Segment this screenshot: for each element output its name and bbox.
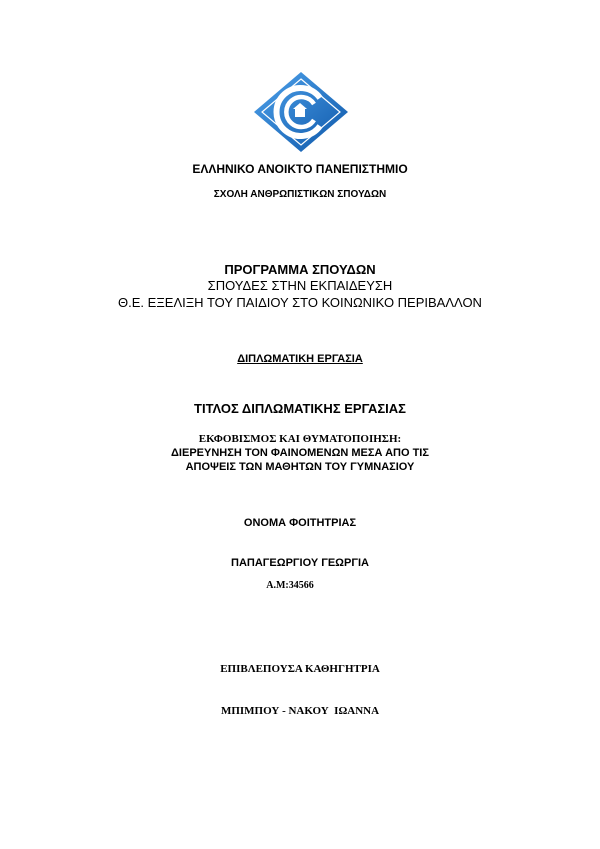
program-line-1: ΣΠΟΥΔΕΣ ΣΤΗΝ ΕΚΠΑΙΔΕΥΣΗ [207,278,393,293]
thesis-type: ΔΙΠΛΩΜΑΤΙΚΗ ΕΡΓΑΣΙΑ [237,353,363,365]
thesis-title-line-3: ΑΠΟΨΕΙΣ ΤΩΝ ΜΑΘΗΤΩΝ ΤΟΥ ΓΥΜΝΑΣΙΟΥ [185,461,415,473]
supervisor-name: ΜΠΙΜΠΟΥ - ΝΑΚΟΥ ΙΩΑΝΝΑ [220,705,380,717]
program-line-2: Θ.Ε. ΕΞΕΛΙΞΗ ΤΟΥ ΠΑΙΔΙΟΥ ΣΤΟ ΚΟΙΝΩΝΙΚΟ ΠΕΡΙΒΑΛΛΟΝ [118,295,482,310]
program-heading: ΠΡΟΓΡΑΜΜΑ ΣΠΟΥΔΩΝ [224,262,376,277]
thesis-title-line-2: ΔΙΕΡΕΥΝΗΣΗ ΤΟΝ ΦΑΙΝΟΜΕΝΩΝ ΜΕΣΑ ΑΠΟ ΤΙΣ [171,447,429,459]
student-id: Α.Μ:34566 [266,580,314,591]
university-logo-icon [254,72,348,152]
supervisor-label: ΕΠΙΒΛΕΠΟΥΣΑ ΚΑΘΗΓΗΤΡΙΑ [220,663,380,675]
student-label: ΟΝΟΜΑ ΦΟΙΤΗΤΡΙΑΣ [243,517,357,529]
thesis-title-label: ΤΙΤΛΟΣ ΔΙΠΛΩΜΑΤΙΚΗΣ ΕΡΓΑΣΙΑΣ [194,401,406,416]
student-name: ΠΑΠΑΓΕΩΡΓΙΟΥ ΓΕΩΡΓΙΑ [231,557,369,569]
thesis-title-line-1: ΕΚΦΟΒΙΣΜΟΣ ΚΑΙ ΘΥΜΑΤΟΠΟΙΗΣΗ: [198,433,402,445]
university-name: ΕΛΛΗΝΙΚΟ ΑΝΟΙΚΤΟ ΠΑΝΕΠΙΣΤΗΜΙΟ [192,162,408,176]
school-name: ΣΧΟΛΗ ΑΝΘΡΩΠΙΣΤΙΚΩΝ ΣΠΟΥΔΩΝ [213,189,387,200]
